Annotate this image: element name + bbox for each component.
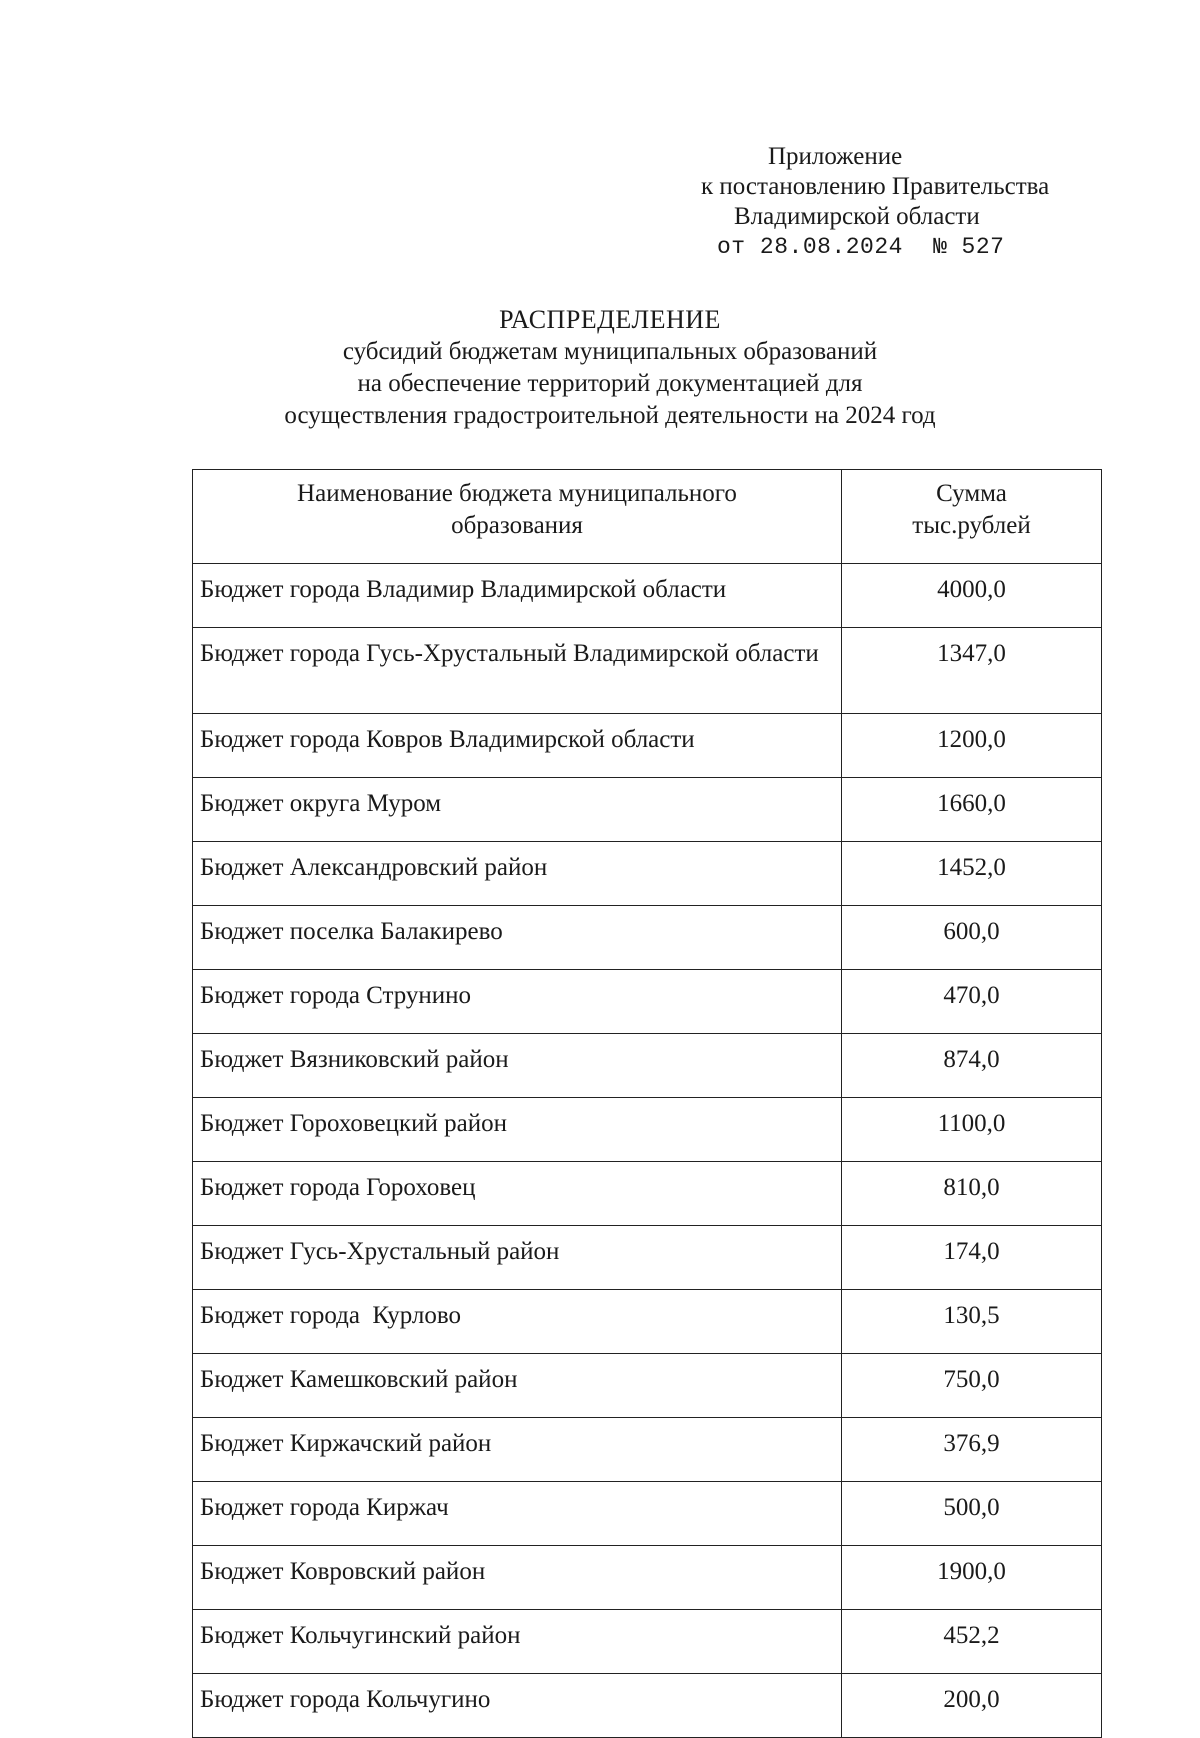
row-name: Бюджет города Струнино xyxy=(193,970,842,1034)
row-name: Бюджет Ковровский район xyxy=(193,1546,842,1610)
row-amount: 1660,0 xyxy=(842,778,1102,842)
row-name: Бюджет Гусь-Хрустальный район xyxy=(193,1226,842,1290)
table-row xyxy=(193,1290,1102,1354)
document-subtitle-line-3: осуществления градостроительной деятельности на 2024 год xyxy=(284,402,936,429)
row-amount: 1900,0 xyxy=(842,1546,1102,1610)
row-amount: 1347,0 xyxy=(842,628,1102,714)
row-name: Бюджет Вязниковский район xyxy=(193,1034,842,1098)
appendix-date-number xyxy=(640,232,1100,262)
row-name: Бюджет Киржачский район xyxy=(193,1418,842,1482)
table-row xyxy=(193,1482,1102,1546)
table-row xyxy=(193,1354,1102,1418)
table-row xyxy=(193,1674,1102,1738)
row-name: Бюджет города Гороховец xyxy=(193,1162,842,1226)
row-amount: 376,9 xyxy=(842,1418,1102,1482)
row-name: Бюджет округа Муром xyxy=(193,778,842,842)
row-amount: 1200,0 xyxy=(842,714,1102,778)
row-amount: 4000,0 xyxy=(842,564,1102,628)
row-amount: 174,0 xyxy=(842,1226,1102,1290)
table-row xyxy=(193,1098,1102,1162)
document-title: РАСПРЕДЕЛЕНИЕ xyxy=(499,305,721,334)
row-amount: 874,0 xyxy=(842,1034,1102,1098)
appendix-number: № 527 xyxy=(932,234,1005,260)
row-amount: 750,0 xyxy=(842,1354,1102,1418)
appendix-decree: к постановлению Правительства xyxy=(701,173,1050,200)
row-amount: 1100,0 xyxy=(842,1098,1102,1162)
row-amount: 470,0 xyxy=(842,970,1102,1034)
row-amount: 200,0 xyxy=(842,1674,1102,1738)
row-name: Бюджет города Владимир Владимирской области xyxy=(193,564,842,628)
row-amount: 130,5 xyxy=(842,1290,1102,1354)
table-body xyxy=(193,564,1102,1738)
row-amount: 600,0 xyxy=(842,906,1102,970)
table-row xyxy=(193,1162,1102,1226)
table-row xyxy=(193,564,1102,628)
table-row xyxy=(193,1034,1102,1098)
table-row xyxy=(193,906,1102,970)
row-name: Бюджет Кольчугинский район xyxy=(193,1610,842,1674)
table-row xyxy=(193,970,1102,1034)
header-name xyxy=(193,470,842,564)
table-row xyxy=(193,778,1102,842)
row-name: Бюджет города Ковров Владимирской области xyxy=(193,714,842,778)
table-row xyxy=(193,842,1102,906)
table-row xyxy=(193,1418,1102,1482)
header-name-line-2: образования xyxy=(451,512,583,539)
row-name: Бюджет города Кольчугино xyxy=(193,1674,842,1738)
row-amount: 500,0 xyxy=(842,1482,1102,1546)
row-amount: 1452,0 xyxy=(842,842,1102,906)
appendix-label: Приложение xyxy=(768,143,903,170)
table-row xyxy=(193,1610,1102,1674)
row-name: Бюджет поселка Балакирево xyxy=(193,906,842,970)
table-row xyxy=(193,1546,1102,1610)
document-subtitle-line-2: на обеспечение территорий документацией для xyxy=(357,370,863,397)
row-name: Бюджет Александровский район xyxy=(193,842,842,906)
row-amount: 452,2 xyxy=(842,1610,1102,1674)
header-sum xyxy=(842,470,1102,564)
row-amount: 810,0 xyxy=(842,1162,1102,1226)
header-sum-line-1: Сумма xyxy=(936,480,1007,507)
document-subtitle-line-1: субсидий бюджетам муниципальных образований xyxy=(342,338,878,365)
row-name: Бюджет Камешковский район xyxy=(193,1354,842,1418)
row-name: Бюджет города Гусь-Хрустальный Владимирской области xyxy=(193,628,842,714)
table-row xyxy=(193,714,1102,778)
header-name-line-1: Наименование бюджета муниципального xyxy=(297,480,737,507)
appendix-region: Владимирской области xyxy=(734,203,980,230)
row-name: Бюджет города Курлово xyxy=(193,1290,842,1354)
appendix-block xyxy=(640,142,1100,262)
document-heading xyxy=(0,304,1200,432)
table-row xyxy=(193,1226,1102,1290)
subsidy-table xyxy=(192,469,1102,1738)
appendix-date: от 28.08.2024 xyxy=(717,234,903,260)
table-row xyxy=(193,628,1102,714)
row-name: Бюджет Гороховецкий район xyxy=(193,1098,842,1162)
header-sum-line-2: тыс.рублей xyxy=(912,512,1031,539)
row-name: Бюджет города Киржач xyxy=(193,1482,842,1546)
table-header-row xyxy=(193,470,1102,564)
